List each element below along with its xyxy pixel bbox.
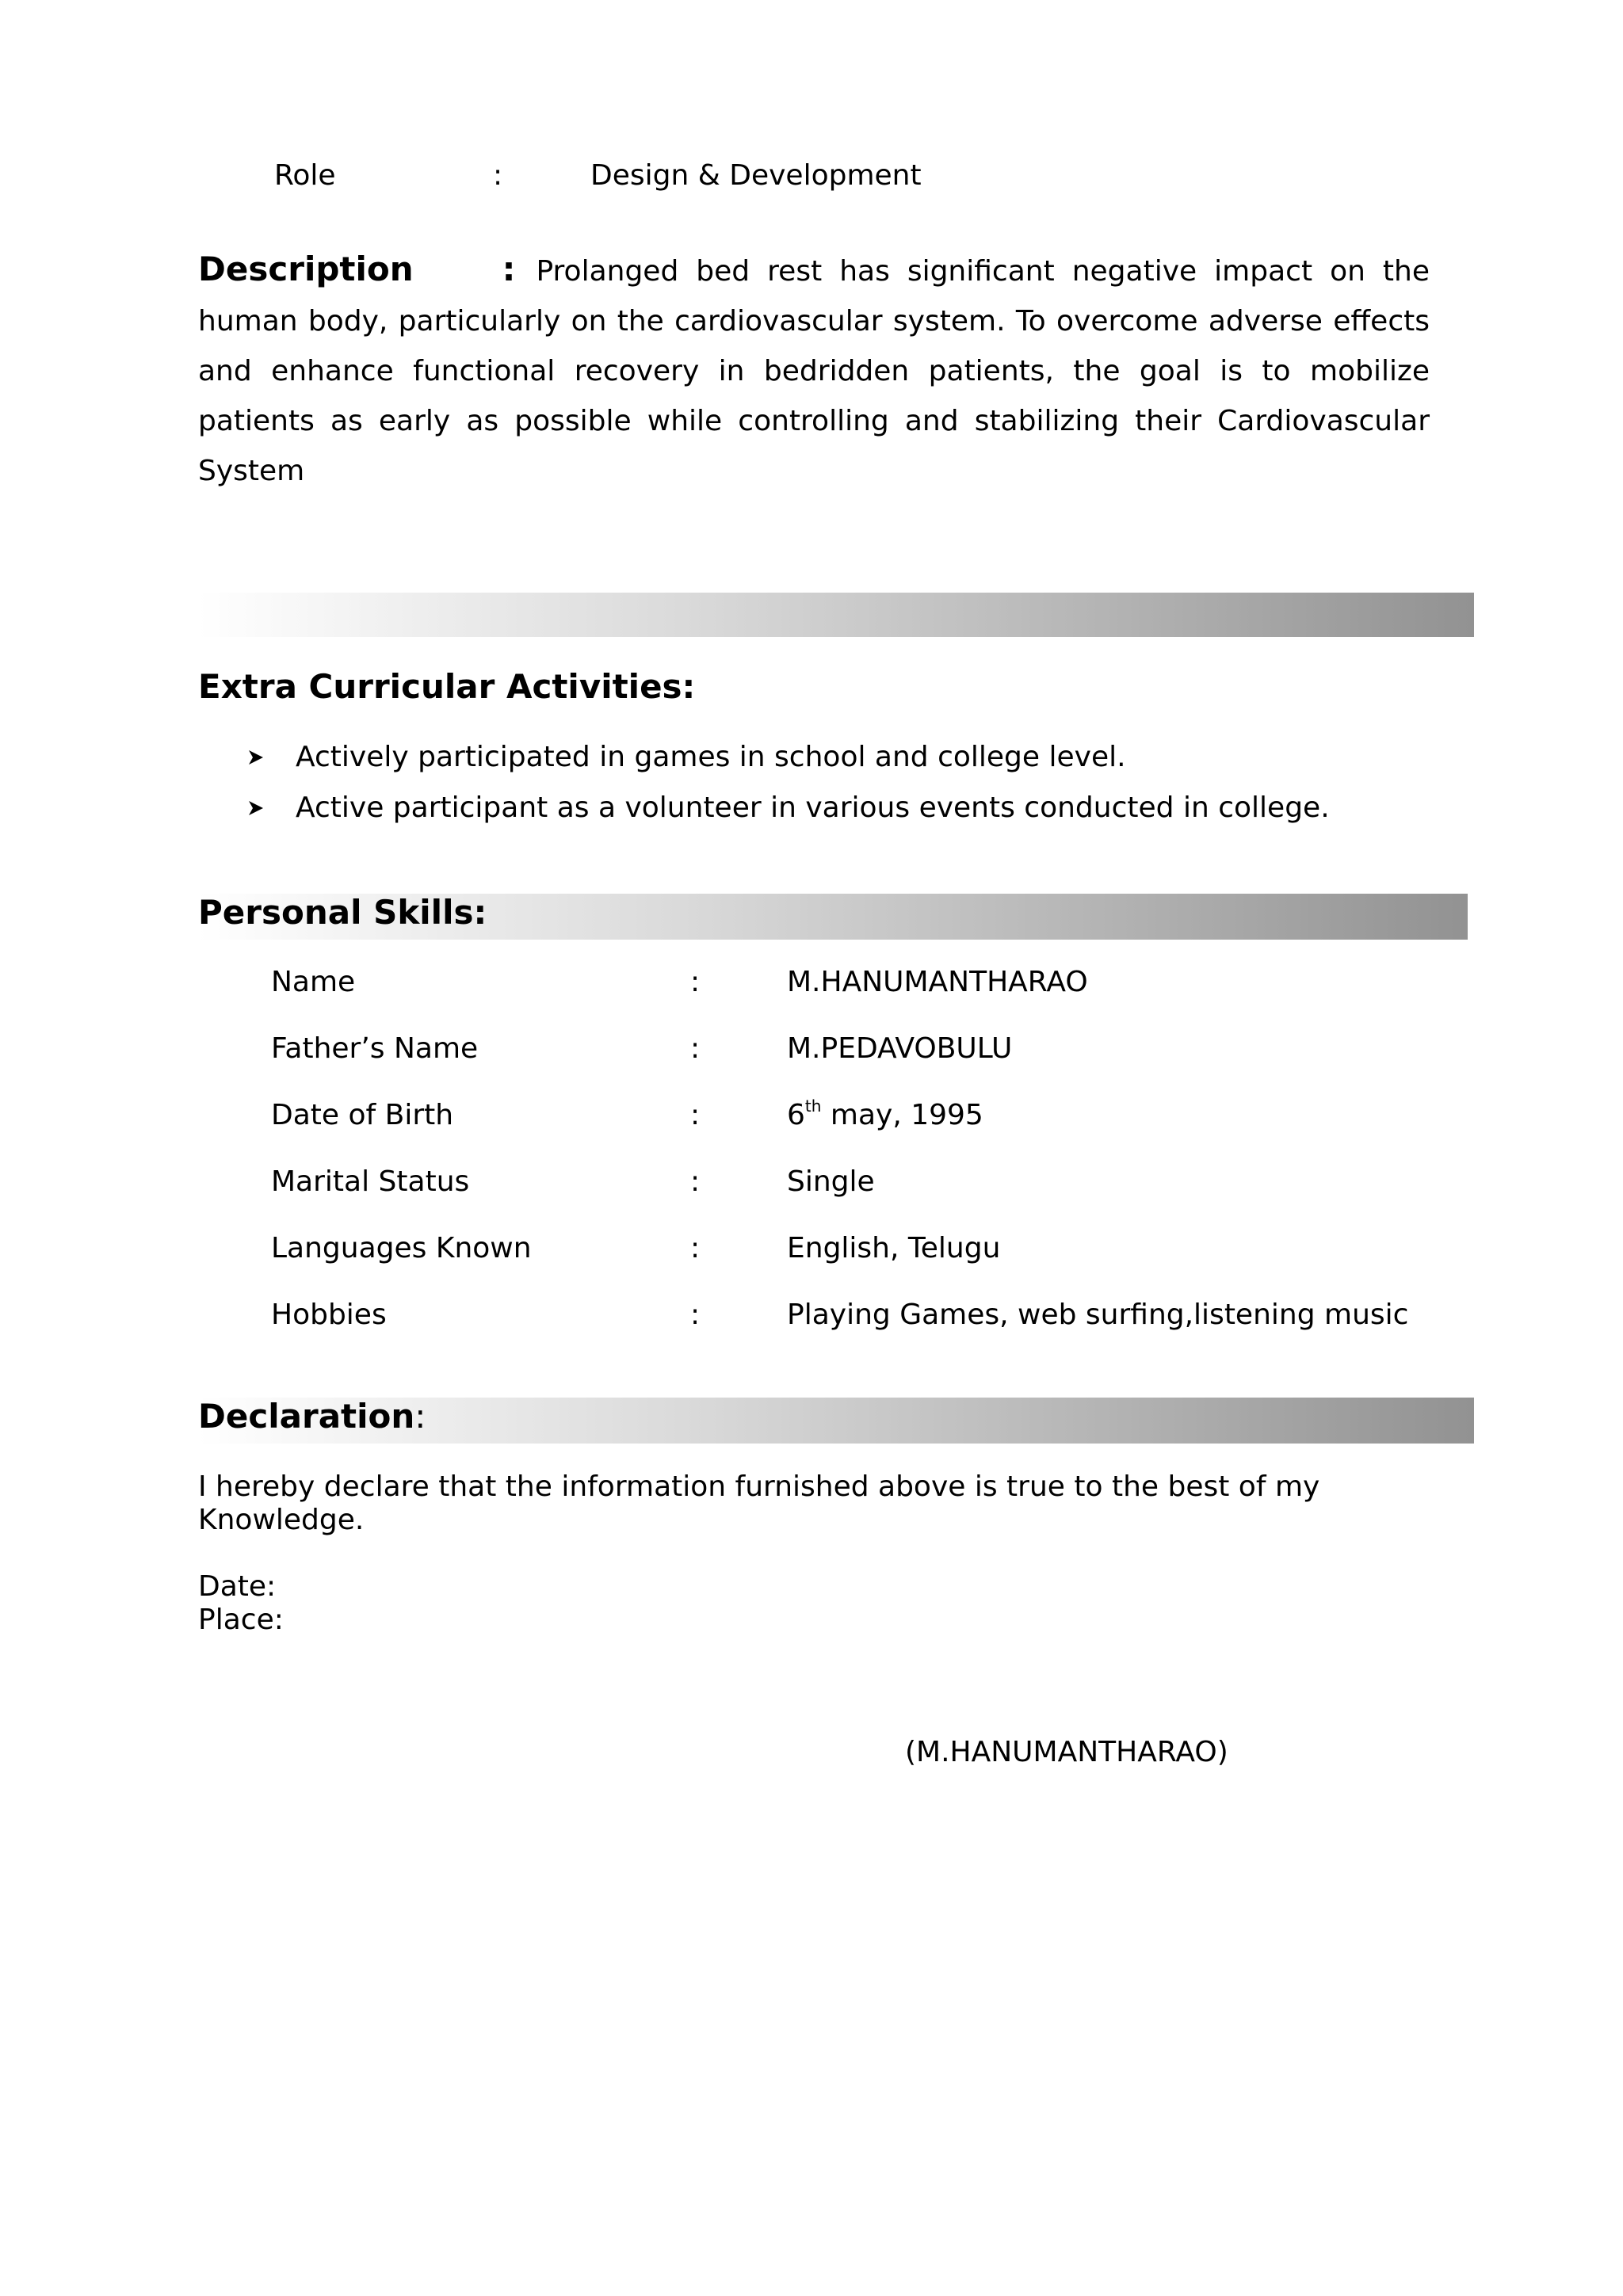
row-colon: : — [690, 1032, 701, 1065]
row-value-marital-status: Single — [787, 1165, 875, 1198]
row-value-date-of-birth — [787, 1098, 983, 1133]
arrow-bullet-icon — [247, 749, 265, 766]
row-label-hobbies: Hobbies — [271, 1299, 387, 1331]
row-colon: : — [690, 1232, 701, 1264]
row-label-marital-status: Marital Status — [271, 1165, 470, 1198]
declaration-colon: : — [414, 1397, 426, 1436]
row-colon: : — [690, 1165, 701, 1198]
row-label-fathers-name: Father’s Name — [271, 1032, 479, 1065]
description-paragraph — [198, 244, 1430, 496]
declaration-heading: Declaration — [198, 1397, 415, 1436]
row-label-languages-known: Languages Known — [271, 1232, 532, 1264]
dob-rest: may, 1995 — [821, 1099, 983, 1131]
role-label: Role — [274, 159, 336, 192]
row-value-name: M.HANUMANTHARAO — [787, 966, 1088, 998]
row-label-name: Name — [271, 966, 356, 998]
description-heading: Description — [198, 250, 414, 288]
row-value-languages-known: English, Telugu — [787, 1232, 1001, 1264]
section-divider-bar — [198, 593, 1474, 637]
row-colon: : — [690, 1099, 701, 1131]
extra-curricular-item: Active participant as a volunteer in various events conducted in college. — [296, 791, 1330, 824]
role-colon: : — [493, 159, 503, 192]
personal-skills-heading: Personal Skills: — [198, 893, 487, 932]
extra-curricular-item: Actively participated in games in school and college level. — [296, 741, 1126, 773]
declaration-line-1: I hereby declare that the information furnished above is true to the best of my — [198, 1470, 1320, 1503]
row-value-hobbies: Playing Games, web surfing,listening music — [787, 1299, 1409, 1331]
date-label: Date: — [198, 1570, 277, 1603]
description-text: Prolanged bed rest has significant negative impact on the human body, particularly on the cardiovascular system. To overcome adverse effects and enhance functional recovery in bedridden patients, the goal is to mobilize patients as early as possible while controlling and stabilizing their Cardiovascular System — [198, 255, 1430, 487]
row-colon: : — [690, 966, 701, 998]
row-colon: : — [690, 1299, 701, 1331]
declaration-line-2: Knowledge. — [198, 1504, 365, 1536]
signature-name: (M.HANUMANTHARAO) — [905, 1736, 1228, 1768]
description-colon: : — [502, 250, 516, 288]
extra-curricular-heading: Extra Curricular Activities: — [198, 667, 696, 706]
place-label: Place: — [198, 1604, 284, 1636]
arrow-bullet-icon — [247, 799, 265, 817]
row-value-fathers-name: M.PEDAVOBULU — [787, 1032, 1013, 1065]
row-label-date-of-birth: Date of Birth — [271, 1099, 454, 1131]
declaration-heading-line — [198, 1397, 426, 1436]
role-value: Design & Development — [590, 159, 922, 192]
dob-day: 6 — [787, 1099, 805, 1131]
dob-day-suffix: th — [804, 1097, 822, 1116]
